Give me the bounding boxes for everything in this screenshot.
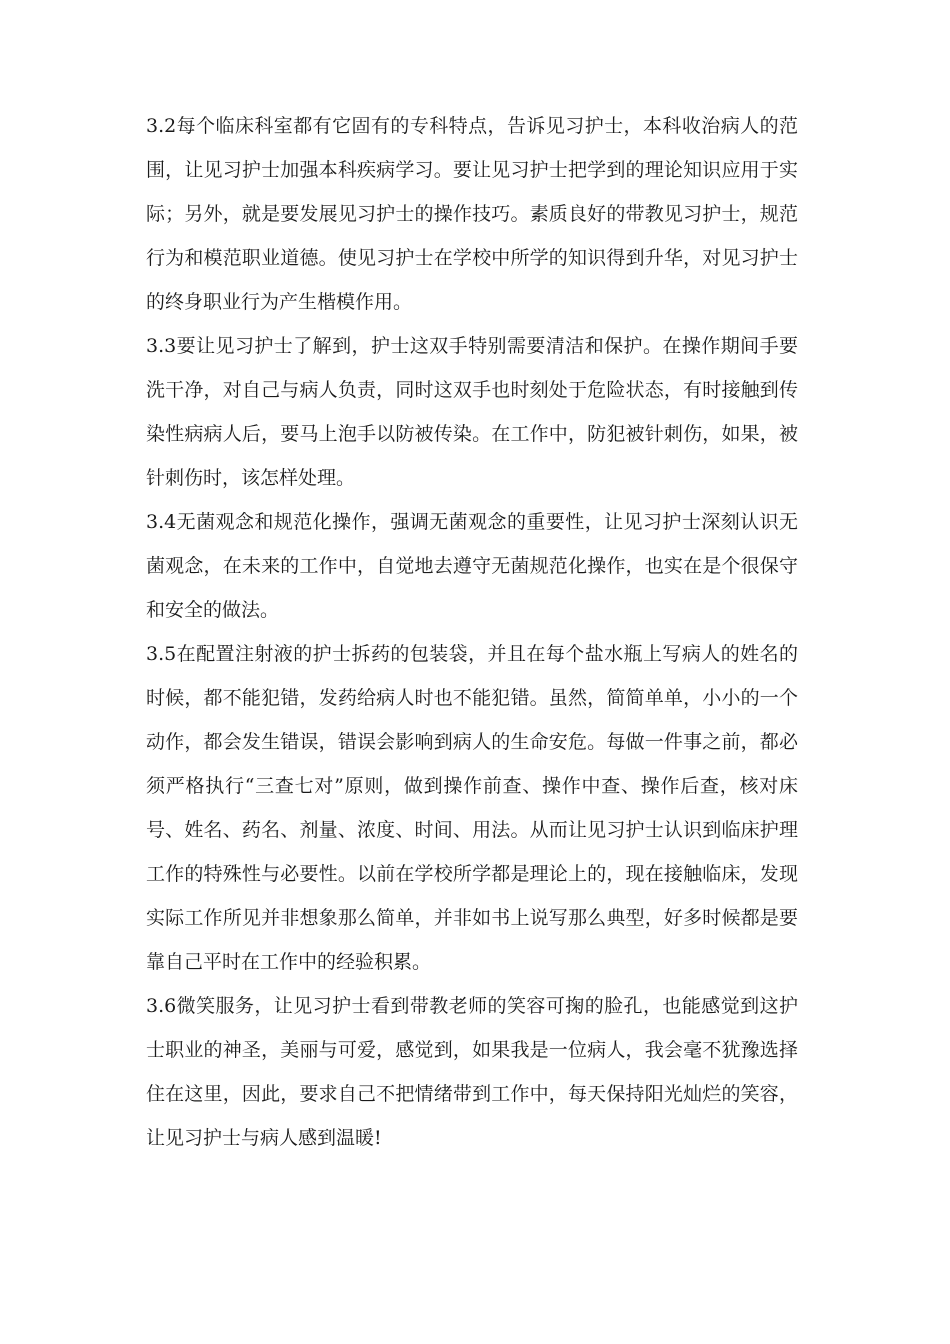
text-line: 3.6微笑服务，让见习护士看到带教老师的笑容可掬的脸孔，也能感觉到这护: [146, 995, 798, 1017]
text-line: 3.2每个临床科室都有它固有的专科特点，告诉见习护士，本科收治病人的范: [146, 115, 798, 137]
text-line: 的终身职业行为产生楷模作用。: [146, 291, 413, 313]
text-line: 3.4无菌观念和规范化操作，强调无菌观念的重要性，让见习护士深刻认识无: [146, 511, 798, 533]
text-line: 动作，都会发生错误，错误会影响到病人的生命安危。每做一件事之前，都必: [146, 731, 798, 753]
text-line: 时候，都不能犯错，发药给病人时也不能犯错。虽然，简简单单，小小的一个: [146, 687, 798, 709]
text-line: 行为和模范职业道德。使见习护士在学校中所学的知识得到升华，对见习护士: [146, 247, 798, 269]
text-line: 士职业的神圣，美丽与可爱，感觉到，如果我是一位病人，我会毫不犹豫选择: [146, 1039, 798, 1061]
paragraph-3-3: [146, 324, 798, 500]
text-line: 围，让见习护士加强本科疾病学习。要让见习护士把学到的理论知识应用于实: [146, 159, 798, 181]
text-line: 3.5在配置注射液的护士拆药的包装袋，并且在每个盐水瓶上写病人的姓名的: [146, 643, 798, 665]
text-line: 让见习护士与病人感到温暖!: [146, 1127, 382, 1149]
text-line: 针刺伤时，该怎样处理。: [146, 467, 356, 489]
text-line: 际；另外，就是要发展见习护士的操作技巧。素质良好的带教见习护士，规范: [146, 203, 798, 225]
paragraph-3-6: [146, 984, 798, 1160]
document-page: [146, 104, 798, 1160]
text-line: 和安全的做法。: [146, 599, 280, 621]
text-line: 号、姓名、药名、剂量、浓度、时间、用法。从而让见习护士认识到临床护理: [146, 819, 798, 841]
text-line: 3.3要让见习护士了解到，护士这双手特别需要清洁和保护。在操作期间手要: [146, 335, 798, 357]
text-line: 染性病病人后，要马上泡手以防被传染。在工作中，防犯被针刺伤，如果，被: [146, 423, 798, 445]
text-line: 住在这里，因此，要求自己不把情绪带到工作中，每天保持阳光灿烂的笑容，: [146, 1083, 798, 1105]
text-line: 须严格执行“三查七对”原则，做到操作前查、操作中查、操作后查，核对床: [146, 775, 798, 797]
text-line: 工作的特殊性与必要性。以前在学校所学都是理论上的，现在接触临床，发现: [146, 863, 798, 885]
text-line: 菌观念，在未来的工作中，自觉地去遵守无菌规范化操作，也实在是个很保守: [146, 555, 798, 577]
text-line: 洗干净，对自己与病人负责，同时这双手也时刻处于危险状态，有时接触到传: [146, 379, 798, 401]
text-line: 靠自己平时在工作中的经验积累。: [146, 951, 432, 973]
text-line: 实际工作所见并非想象那么简单，并非如书上说写那么典型，好多时候都是要: [146, 907, 798, 929]
paragraph-3-5: [146, 632, 798, 984]
paragraph-3-2: [146, 104, 798, 324]
paragraph-3-4: [146, 500, 798, 632]
